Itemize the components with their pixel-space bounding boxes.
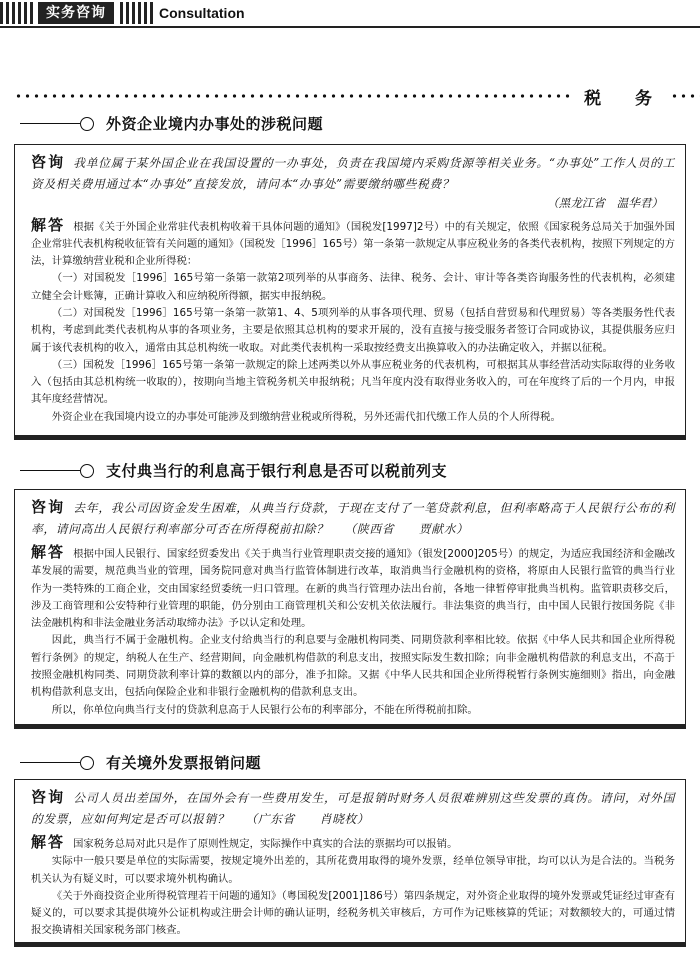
header-rule bbox=[0, 26, 700, 28]
answer-block bbox=[31, 217, 675, 427]
question-text: 我单位属于某外国企业在我国设置的一办事处，负责在我国境内采购货源等相关业务。“办事处”工作人员的工资及相关费用通过本“办事处”直接发放，请问本“办事处”需要缴纳哪些税费？ bbox=[31, 156, 675, 191]
answer-paragraph: （二）对国税发［1996］165号第一条第一款第1、4、5项列举的从事各项代理、贸易（包括自营贸易和代理贸易）等各类服务性代表机构，考虑到此类代表机构从事的各项业务，主要是依照其总机构的要求开展的，没有直接与接受服务者签订合同或协议，其提供服务应归属于该代表机构的收入，通常由其总机构统一收取。对此类代表机构一采取按经费支出换算收入的办法确定收入，并据以征税。 bbox=[31, 306, 675, 354]
article-heading bbox=[20, 460, 447, 481]
header-bars-left bbox=[0, 2, 33, 24]
question-block bbox=[31, 787, 675, 830]
answer-paragraph: 解答 国家税务总局对此只是作了原则性规定，实际操作中真实的合法的票据均可以报销。 bbox=[31, 833, 458, 851]
answer-paragraph: 解答 根据中国人民银行、国家经贸委发出《关于典当行业管理职责交接的通知》（银发[2000]205号）的规定，为适应我国经济和金融改革发展的需要，规范典当业的管理，国务院同意对典当行监管体制进行改革，取消典当行金融机构的资格，将原由人民银行监管的典当行业作为一类特殊的工商企业，交由国家经贸委统一归口管理。在新的典当行管理办法出台前，各地一律暂停审批典当机构。监管职责移交后，涉及工商管理和公安特种行业管理的职能，仍分别由工商管理机关和公安机关依法履行。非法集资的典当行，由中国人民银行按国务院《非法金融机构和非法金融业务活动取缔办法》予以认定和处理。 bbox=[31, 543, 675, 630]
section-label-en: Consultation bbox=[159, 5, 245, 21]
circle-bullet-icon bbox=[80, 117, 94, 131]
answer-paragraph: 外资企业在我国境内设立的办事处可能涉及到缴纳营业税或所得税，另外还需代扣代缴工作人员的个人所得税。 bbox=[51, 410, 561, 423]
asker-name: （广东省 肖晓枚） bbox=[245, 812, 370, 826]
article-heading bbox=[20, 752, 261, 773]
circle-bullet-icon bbox=[80, 756, 94, 770]
question-block bbox=[31, 497, 675, 540]
answer-block bbox=[31, 544, 675, 719]
article-box bbox=[14, 489, 686, 729]
article-title: 支付典当行的利息高于银行利息是否可以税前列支 bbox=[106, 462, 448, 480]
answer-paragraph: 所以，你单位向典当行支付的贷款利息高于人民银行公布的利率部分，不能在所得税前扣除。 bbox=[51, 703, 478, 716]
question-text: 公司人员出差国外，在国外会有一些费用发生，可是报销时财务人员很难辨别这些发票的真伪。请问，对外国的发票，应如何判定是否可以报销？ bbox=[31, 791, 675, 826]
question-label: 咨询 bbox=[31, 498, 66, 516]
answer-paragraph: 解答 根据《关于外国企业常驻代表机构收着干具体问题的通知》（国税发[1997]2号）中的有关规定，依照《国家税务总局关于加强外国企业常驻代表机构税收征管有关问题的通知》（国税发［1996］165号）第一条第一款规定从事应税业务的各类代表机构，按照下列规定的方法，计算缴纳营业税和企业所得税： bbox=[31, 215, 675, 268]
section-label-cn: 实务咨询 bbox=[38, 2, 114, 24]
question-label: 咨询 bbox=[31, 788, 66, 806]
answer-paragraph: 因此，典当行不属于金融机构。企业支付给典当行的利息要与金融机构同类、同期贷款利率相比较。依据《中华人民共和国企业所得税暂行条例》的规定，纳税人在生产、经营期间，向金融机构借款的利息支出，按照实际发生数扣除；向非金融机构借款的利息支出，不高于按照金融机构同类、同期贷款利率计算的数额以内的部分，准予扣除。又据《中华人民共和国企业所得税暂行条例实施细则》指出，向金融机构借款利息支出，包括向保险企业和非银行金融机构的借款利息支出。 bbox=[31, 634, 675, 699]
article-box bbox=[14, 144, 686, 440]
banner-dots-left bbox=[14, 93, 574, 99]
question-label: 咨询 bbox=[31, 153, 66, 171]
page-header bbox=[0, 0, 700, 26]
question-text: 去年，我公司因资金发生困难，从典当行贷款，于现在支付了一笔贷款利息，但利率略高于人民银行公布的利率，请问高出人民银行利率部分可否在所得税前扣除？ bbox=[31, 501, 675, 536]
banner-title: 税 务 bbox=[584, 88, 666, 109]
article-heading bbox=[20, 113, 323, 134]
section-banner bbox=[14, 86, 700, 109]
question-block bbox=[31, 152, 675, 195]
answer-paragraph: 实际中一般只要是单位的实际需要，按规定境外出差的，其所花费用取得的境外发票，经单位领导审批，均可以认为是合法的。当税务机关认为有疑义时，可以要求境外机构确认。 bbox=[31, 855, 675, 885]
banner-dots-right bbox=[670, 93, 700, 99]
answer-paragraph: （三）国税发［1996］165号第一条第一款规定的除上述两类以外从事应税业务的代表机构，可根据其从事经营活动实际取得的业务收入（包括由其总机构统一收取的），按期向当地主管税务机关申报纳税；凡当年度内没有取得业务收入的，可在年度终了后的一个月内，申报其年度经营情况。 bbox=[31, 358, 675, 406]
answer-label: 解答 bbox=[31, 833, 66, 851]
answer-label: 解答 bbox=[31, 215, 66, 234]
answer-block bbox=[31, 834, 675, 940]
asker-name: （黑龙江省 温华君） bbox=[547, 196, 663, 210]
answer-label: 解答 bbox=[31, 543, 66, 561]
article-title: 外资企业境内办事处的涉税问题 bbox=[106, 115, 324, 133]
article-box bbox=[14, 779, 686, 947]
asker-name: （陕西省 贾献水） bbox=[344, 522, 469, 536]
circle-bullet-icon bbox=[80, 464, 94, 478]
answer-paragraph: 《关于外商投资企业所得税管理若干问题的通知》（粤国税发[2001]186号）第四条规定，对外资企业取得的境外发票或凭证经过审查有疑义的，可以要求其提供境外公证机构或注册会计师的确认证明，经税务机关审核后，方可作为记账核算的凭证；对数额较大的，可通过情报交换请相关国家税务部门核查。 bbox=[31, 889, 675, 937]
article-title: 有关境外发票报销问题 bbox=[106, 754, 262, 772]
header-bars-mid bbox=[120, 2, 153, 24]
answer-paragraph: （一）对国税发［1996］165号第一条第一款第2项列举的从事商务、法律、税务、会计、审计等各类咨询服务性的代表机构，必须建立健全会计账簿，正确计算收入和应纳税所得额，据实申报纳税。 bbox=[31, 272, 675, 302]
